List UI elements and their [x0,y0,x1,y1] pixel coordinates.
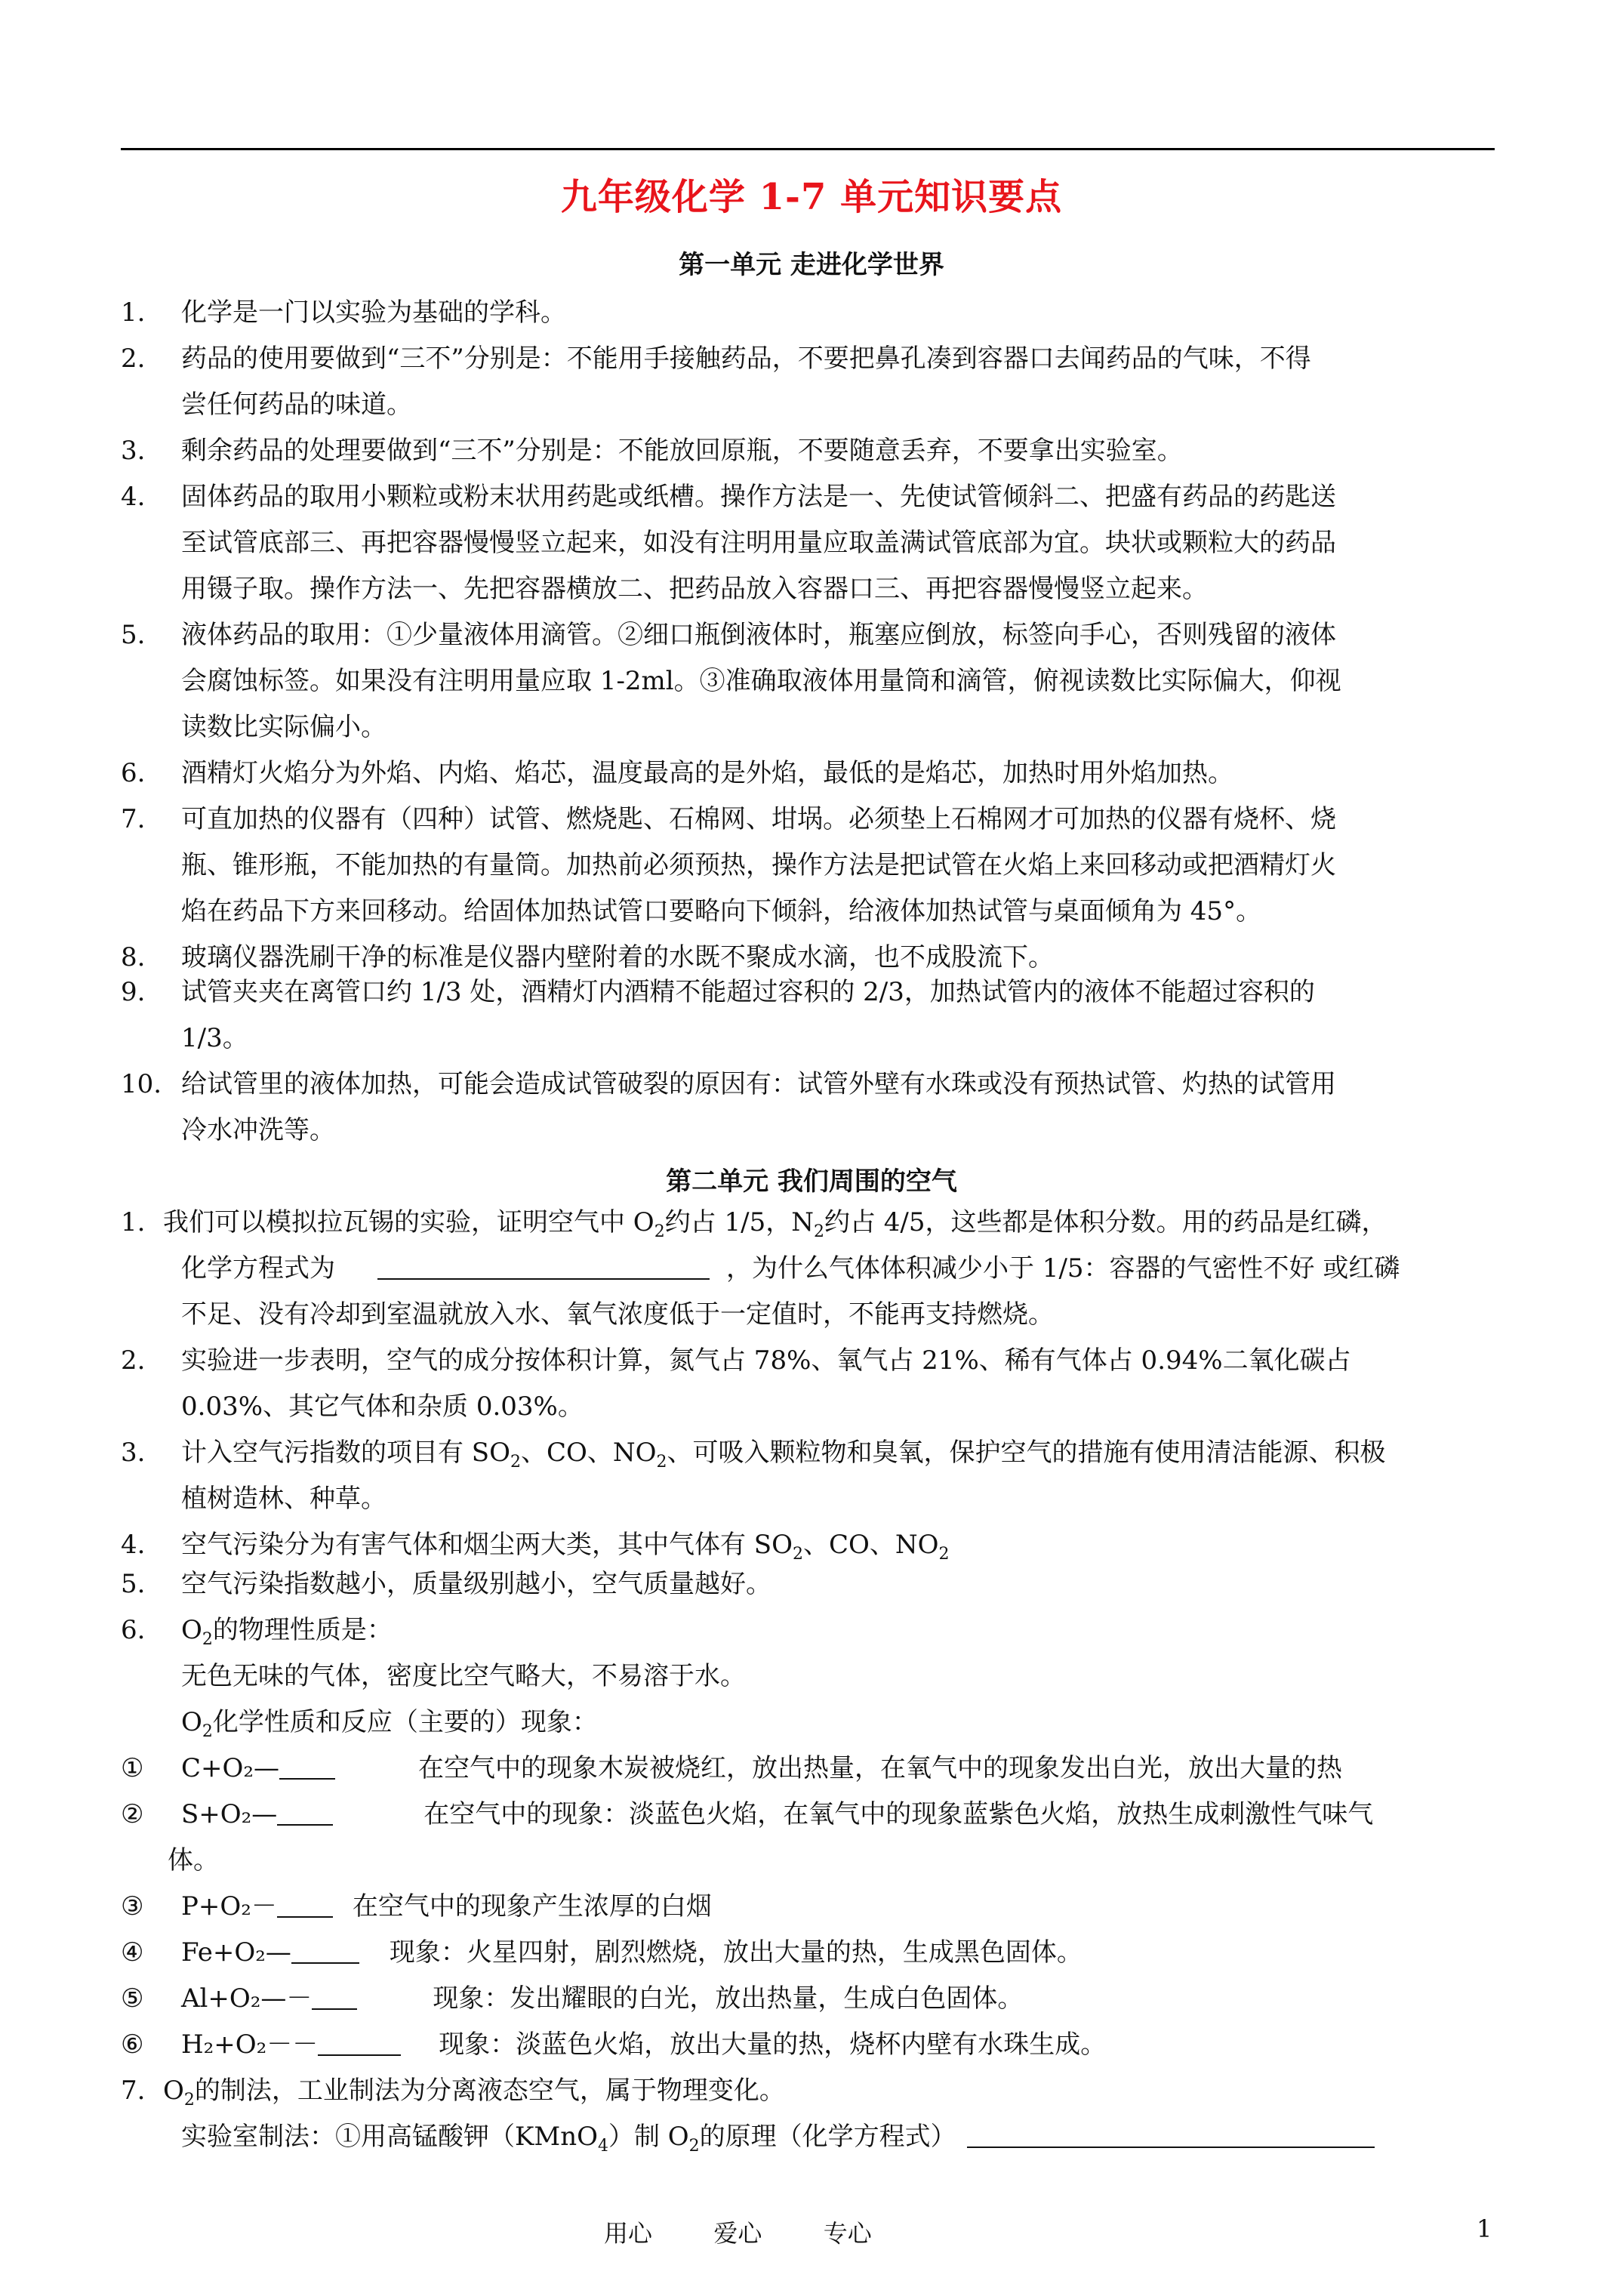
reaction-description: 在空气中的现象产生浓厚的白烟 [352,1891,712,1922]
reaction-1 [121,1752,1342,1785]
reaction-mark: ⑥ [121,2029,144,2060]
reaction-mark: ② [121,1799,144,1829]
item-text: 给试管里的液体加热，可能会造成试管破裂的原因有：试管外壁有水珠或没有预热试管、灼热的试管用 [181,1069,1336,1099]
item-number: 8. [121,942,146,972]
item-number: 1. [121,297,146,328]
item-text: 剩余药品的处理要做到“三不”分别是：不能放回原瓶，不要随意丢弃，不要拿出实验室。 [181,436,1183,466]
unit2-item3: 3. 计入空气污指数的项目有 $SO_2$、CO、$NO_2$、可吸入颗粒物和臭氧，保护空气的措施有使用清洁能源、积极 [121,1438,1386,1472]
reaction-equation: P+O₂－ [181,1891,277,1922]
item-number: 4. [121,1530,146,1560]
o2-physical-properties: 无色无味的气体，密度比空气略大，不易溶于水。 [181,1661,746,1691]
unit1-item10-cont: 冷水冲洗等。 [181,1115,335,1145]
item-text: 固体药品的取用小颗粒或粉末状用药匙或纸槽。操作方法是一、先使试管倾斜二、把盛有药品的药匙送 [181,482,1336,512]
unit1-item10 [121,1068,1336,1101]
reaction-equation: S+O₂— [181,1799,278,1829]
item-text: 药品的使用要做到“三不”分别是：不能用手接触药品，不要把鼻孔凑到容器口去闻药品的气味，不得 [181,344,1311,374]
equation-blank[interactable] [377,1254,710,1280]
reaction-mark: ④ [121,1937,144,1968]
unit1-item7-cont1: 瓶、锥形瓶，不能加热的有量筒。加热前必须预热，操作方法是把试管在火焰上来回移动或把酒精灯火 [181,850,1336,880]
item-number: 3. [121,1438,146,1468]
reaction-blank[interactable] [277,1800,333,1826]
item-number: 2. [121,344,146,374]
unit2-item3-cont: 植树造林、种草。 [181,1484,387,1514]
item-text: 玻璃仪器洗刷干净的标准是仪器内壁附着的水既不聚成水滴，也不成股流下。 [181,942,1054,972]
reaction-description: 现象：发出耀眼的白光，放出热量，生成白色固体。 [433,1983,1024,2014]
unit1-item4-cont1: 至试管底部三、再把容器慢慢竖立起来，如没有注明用量应取盖满试管底部为宜。块状或颗粒大的药品 [181,528,1336,558]
item-number: 2. [121,1345,146,1376]
unit1-item6 [121,757,1233,790]
reaction-description: 现象：淡蓝色火焰，放出大量的热，烧杯内壁有水珠生成。 [439,2029,1107,2060]
item-number: 10. [121,1069,162,1099]
item-number: 9. [121,977,146,1007]
unit1-item9 [121,975,1315,1009]
page-title: 九年级化学 1-7 单元知识要点 [560,176,1063,218]
unit1-item7-cont2: 焰在药品下方来回移动。给固体加热试管口要略向下倾斜，给液体加热试管与桌面倾角为 45°。 [181,896,1262,926]
unit2-item2 [121,1344,1351,1377]
item-text: 实验进一步表明，空气的成分按体积计算，氮气占 78%、氧气占 21%、稀有气体占 0.94%二氧化碳占 [181,1345,1351,1376]
reaction-6 [121,2028,1106,2061]
footer-motto: 用心 爱心 专心 [604,2219,872,2248]
item-number: 4. [121,482,146,512]
reaction-equation: Al+O₂—－ [181,1983,313,2014]
item-number: 1. [121,1207,146,1237]
item-number: 3. [121,436,146,466]
reaction-blank[interactable] [279,1754,335,1780]
unit2-item7: 7. $O_2$的制法，工业制法为分离液态空气，属于物理变化。 [121,2076,785,2110]
o2-chemical-heading: $O_2$化学性质和反应（主要的）现象： [181,1707,598,1741]
unit2-item2-cont: 0.03%、其它气体和杂质 0.03%。 [181,1391,584,1422]
unit1-item7 [121,803,1336,836]
reaction-description: 在空气中的现象：淡蓝色火焰，在氧气中的现象蓝紫色火焰，放热生成刺激性气味气 [423,1799,1374,1829]
item-number: 6. [121,1615,146,1645]
unit1-item1 [121,296,566,329]
item-text: 酒精灯火焰分为外焰、内焰、焰芯，温度最高的是外焰，最低的是焰芯，加热时用外焰加热。 [181,758,1233,788]
unit1-item2-cont: 尝任何药品的味道。 [181,390,412,420]
unit1-heading: 第一单元 走进化学世界 [679,250,944,280]
reaction-equation: Fe+O₂— [181,1937,291,1968]
item-number: 7. [121,804,146,834]
reaction-description: 现象：火星四射，剧烈燃烧，放出大量的热，生成黑色固体。 [389,1937,1083,1968]
reaction-2-cont: 体。 [168,1845,219,1875]
reaction-equation: C+O₂— [181,1753,280,1783]
reaction-mark: ① [121,1753,144,1783]
reaction-blank[interactable] [277,1892,333,1918]
item-text: 化学是一门以实验为基础的学科。 [181,297,566,328]
unit1-item4 [121,480,1336,513]
unit1-item5-cont1: 会腐蚀标签。如果没有注明用量应取 1-2ml。③准确取液体用量筒和滴管，俯视读数比实际偏大，仰视 [181,666,1341,696]
unit1-item3 [121,434,1183,467]
reaction-mark: ③ [121,1891,144,1922]
reaction-description: 在空气中的现象木炭被烧红，放出热量，在氧气中的现象发出白光，放出大量的热 [418,1753,1343,1783]
item-number: 7. [121,2076,146,2106]
unit2-item4: 4. 空气污染分为有害气体和烟尘两大类，其中气体有 $SO_2$、CO、$NO_2$ [121,1530,950,1564]
reaction-5 [121,1982,1023,2015]
reaction-2 [121,1798,1373,1831]
item-text: 可直加热的仪器有（四种）试管、燃烧匙、石棉网、坩埚。必须垫上石棉网才可加热的仪器有烧杯、烧 [181,804,1336,834]
item-text: 试管夹夹在离管口约 1/3 处，酒精灯内酒精不能超过容积的 2/3，加热试管内的液体不能超过容积的 [181,977,1315,1007]
equation-blank[interactable] [967,2122,1375,2148]
page-number: 1 [1477,2214,1492,2243]
reaction-4 [121,1936,1083,1969]
unit1-item8 [121,941,1054,974]
reaction-blank[interactable] [312,1984,357,2010]
unit2-item5: 5. 空气污染指数越小，质量级别越小，空气质量越好。 [121,1569,771,1599]
unit2-item6: 6. $O_2$的物理性质是： [121,1615,393,1649]
unit2-item1-cont1: 化学方程式为 ，为什么气体体积减少小于 1/5：容器的气密性不好 或红磷 [181,1253,1400,1284]
unit2-item1-cont2: 不足、没有冷却到室温就放入水、氧气浓度低于一定值时，不能再支持燃烧。 [181,1299,1054,1330]
top-rule [121,148,1495,150]
reaction-3 [121,1890,712,1923]
unit2-item1: 1. 我们可以模拟拉瓦锡的实验，证明空气中 $O_2$约占 1/5，$N_2$约占 4/5，这些都是体积分数。用的药品是红磷， [121,1207,1387,1241]
item-text: 液体药品的取用：①少量液体用滴管。②细口瓶倒液体时，瓶塞应倒放，标签向手心，否则残留的液体 [181,620,1336,650]
unit1-item4-cont2: 用镊子取。操作方法一、先把容器横放二、把药品放入容器口三、再把容器慢慢竖立起来。 [181,574,1208,604]
item-number: 6. [121,758,146,788]
lab-preparation: 实验室制法：①用高锰酸钾（KMnO$_4$）制 $O_2$的原理（化学方程式） [181,2120,1375,2163]
unit1-item5-cont2: 读数比实际偏小。 [181,712,387,742]
item-number: 5. [121,1569,146,1599]
unit1-item9-cont: 1/3。 [181,1023,248,1053]
item-number: 5. [121,620,146,650]
unit1-item2 [121,342,1311,375]
reaction-blank[interactable] [291,1938,359,1964]
reaction-blank[interactable] [318,2030,401,2056]
unit1-item5 [121,618,1336,652]
reaction-mark: ⑤ [121,1983,144,2014]
reaction-equation: H₂+O₂－－ [181,2029,319,2060]
unit2-heading: 第二单元 我们周围的空气 [666,1166,957,1197]
